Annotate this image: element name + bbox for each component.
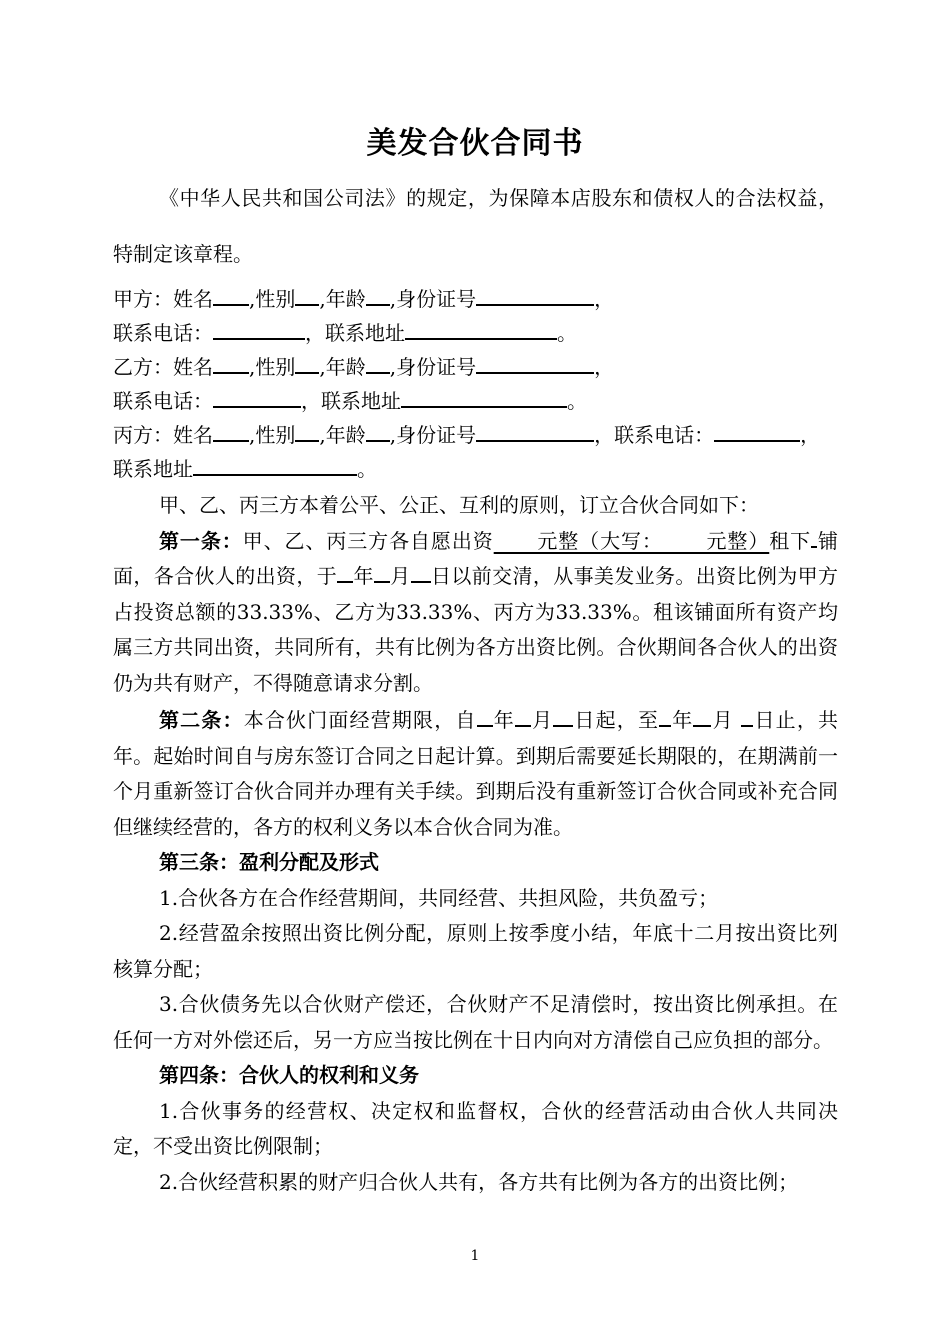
article-4-item: 2.合伙经营积累的财产归合伙人共有，各方共有比例为各方的出资比例； [159, 1169, 799, 1194]
phone-blank [213, 320, 305, 340]
capital-amount-blank: 元整（大写： 元整） [493, 528, 770, 553]
article-3-item: 1.合伙各方在合作经营期间，共同经营、共担风险，共负盈亏； [159, 885, 719, 910]
article-2-label: 第二条： [159, 708, 244, 732]
article-2: 第二条：本合伙门面经营期限，自 年 月 日起，至 年 月 日止，共年。起始时间自与房东签订合同之日起计算。到期后需要延长期限的，在期满前一个月重新签订合伙合同并办理有关手续。到期后没有重新签订合伙合同或补充合同但继续经营的，各方的权利义务以本合伙合同为准。 [113, 708, 839, 839]
name-blank [213, 354, 249, 374]
address-blank [405, 320, 557, 340]
party-a-line: 甲方：姓名 ,性别 ,年龄 ,身份证号 ， [113, 287, 615, 311]
gender-blank [295, 286, 319, 306]
contact-a-line: 联系电话： ，联系地址 。 [113, 321, 577, 345]
article-3-heading: 第三条：盈利分配及形式 [159, 850, 379, 874]
document-body [113, 170, 838, 1200]
article-3-item: 3.合伙债务先以合伙财产偿还，合伙财产不足清偿时，按出资比例承担。在任何一方对外偿还后，另一方应当按比例在十日内向对方清偿自己应负担的部分。 [113, 992, 838, 1052]
article-3-item: 2.经营盈余按照出资比例分配，原则上按季度小结，年底十二月按出资比列核算分配； [113, 921, 838, 981]
id-blank [476, 354, 594, 374]
gender-blank [295, 354, 319, 374]
intro-paragraph: 《中华人民共和国公司法》的规定，为保障本店股东和债权人的合法权益，特制定该章程。 [113, 186, 838, 266]
age-blank [366, 422, 390, 442]
address-blank [401, 388, 567, 408]
page-number: 1 [470, 1248, 480, 1264]
age-blank [366, 286, 390, 306]
article-1-label: 第一条： [159, 528, 243, 553]
gender-blank [295, 422, 319, 442]
phone-blank [213, 388, 301, 408]
name-blank [213, 286, 249, 306]
age-blank [366, 354, 390, 374]
party-c-line: 丙方：姓名 ,性别 ,年龄 ,身份证号 ，联系电话： ， [113, 423, 821, 447]
id-blank [476, 286, 594, 306]
contact-b-line: 联系电话： ，联系地址 。 [113, 389, 587, 413]
article-1: 第一条：甲、乙、丙三方各自愿出资 元整（大写： 元整）租下 铺面，各合伙人的出资，于 年 月 日以前交清，从事美发业务。出资比例为甲方占投资总额的33.33%、乙方为33.33%、丙方为33.33%。租该铺面所有资产均属三方共同出资，共同所有，共有比例为各方出资比例。合伙期间各合伙人的出资仍为共有财产，不得随意请求分割。 [113, 528, 839, 695]
contact-c-line: 联系地址 。 [113, 457, 377, 481]
id-blank [476, 422, 594, 442]
document-title: 美发合伙合同书 [366, 126, 584, 161]
preamble-paragraph: 甲、乙、丙三方本着公平、公正、互利的原则，订立合伙合同如下： [159, 493, 759, 517]
article-4-heading: 第四条：合伙人的权利和义务 [159, 1063, 419, 1087]
article-4-item: 1.合伙事务的经营权、决定权和监督权，合伙的经营活动由合伙人共同决定，不受出资比例限制； [113, 1098, 838, 1158]
name-blank [213, 422, 249, 442]
phone-blank [714, 422, 800, 442]
party-b-line: 乙方：姓名 ,性别 ,年龄 ,身份证号 ， [113, 355, 615, 379]
address-blank [193, 456, 357, 476]
